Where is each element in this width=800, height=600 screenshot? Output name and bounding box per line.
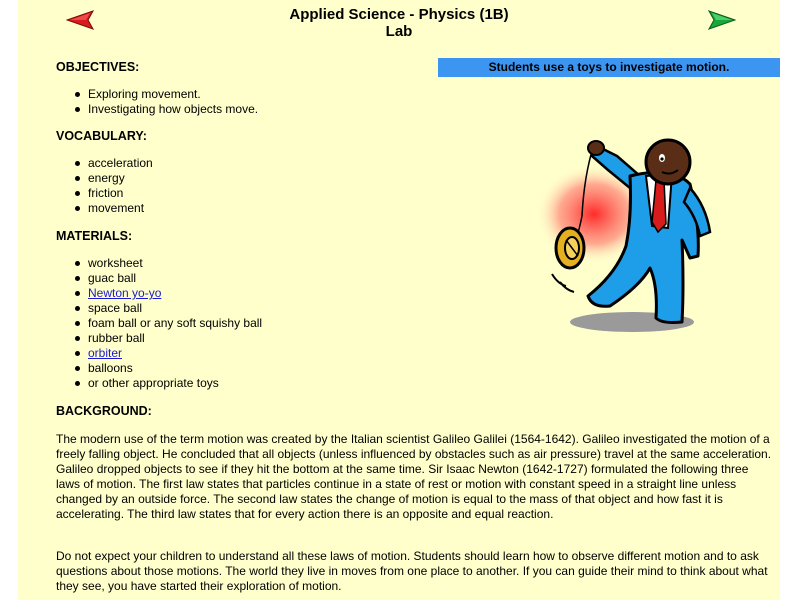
list-item: Exploring movement. [74,87,258,102]
list-item: rubber ball [74,331,262,346]
background-paragraph-2: Do not expect your children to understand all these laws of motion. Students should learn how to observe different motion and to ask questions about those motions. The world they live in moves from one place to another. If you can guide their mind to think about what they see, you have started their exploration of motion. [56,549,768,593]
list-item: or other appropriate toys [74,376,262,391]
objectives-heading: OBJECTIVES: [56,60,140,74]
vocabulary-list [74,156,153,216]
title-line-2: Lab [385,23,413,40]
list-item: balloons [74,361,262,376]
background-heading: BACKGROUND: [56,404,152,418]
list-item: foam ball or any soft squishy ball [74,316,262,331]
objectives-list [74,87,258,117]
yo-yo-man-icon [522,136,722,336]
topic-banner: Students use a toys to investigate motion. [438,58,780,77]
list-item: worksheet [74,256,262,271]
list-item [74,286,262,301]
list-item: guac ball [74,271,262,286]
next-arrow-icon[interactable] [708,10,736,30]
background-paragraph-1: The modern use of the term motion was created by the Italian scientist Galileo Galilei (1564-1642). Galileo investigated the motion of a freely falling object. He concluded that all objects (unless influenced by obstacles such as air pressure) travel at the same acceleration. Galileo dropped objects to see if they hit the bottom at the same time. Sir Isaac Newton (1642-1727) formulated the following three laws of motion. The first law states that particles continue in a state of rest or motion with constant speed in a straight line unless changed by an outside force. The second law states the change of motion is equal to the mass of that object and how fast it is accelerating. The third law states that for every action there is an opposite and equal reaction. [56,432,772,521]
list-item: Investigating how objects move. [74,102,258,117]
vocabulary-heading: VOCABULARY: [56,129,147,143]
materials-list [74,256,262,391]
list-item: space ball [74,301,262,316]
list-item: acceleration [74,156,153,171]
page-title [18,6,780,40]
list-item: friction [74,186,153,201]
newton-yo-yo-link[interactable]: Newton yo-yo [88,286,162,300]
orbiter-link[interactable]: orbiter [88,346,123,360]
title-line-1: Applied Science - Physics (1B) [289,6,509,23]
previous-arrow-icon[interactable] [66,10,94,30]
list-item: energy [74,171,153,186]
lab-page [18,0,780,600]
list-item: movement [74,201,153,216]
materials-heading: MATERIALS: [56,229,133,243]
list-item [74,346,262,361]
